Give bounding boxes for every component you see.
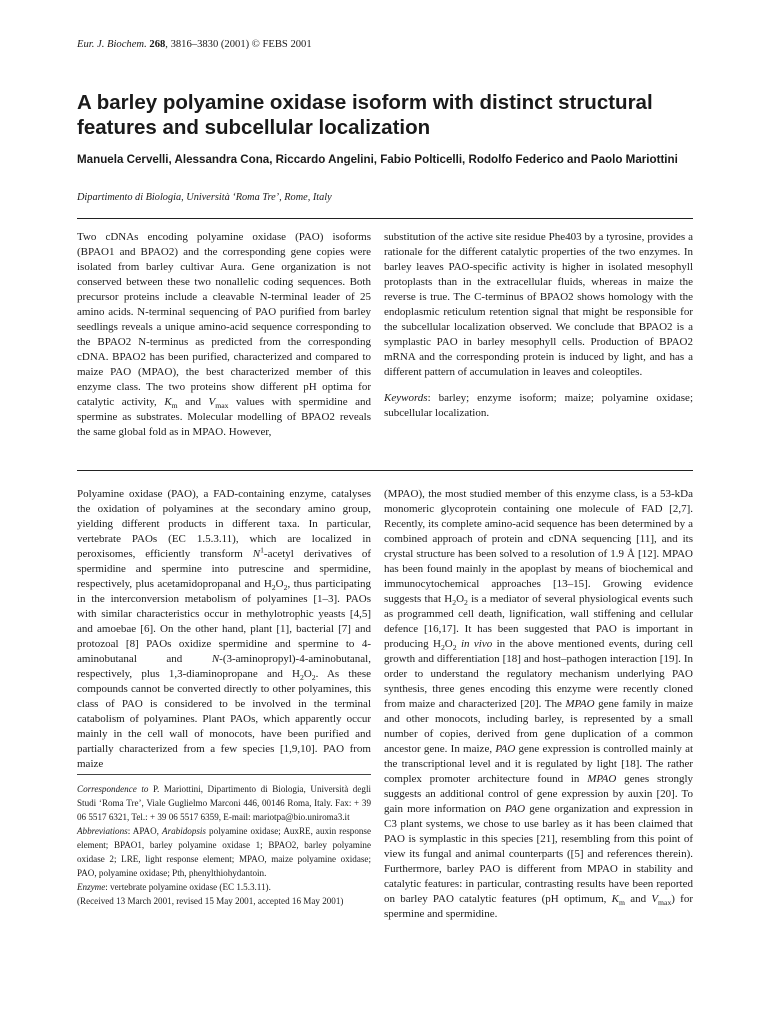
keywords [384, 391, 693, 421]
correspondence-note: Correspondence to P. Mariottini, Dipartimento di Biologia, Università degli Studi ‘Roma Tre’, Viale Guglielmo Marconi 446, 00146 Roma, Italy. Fax: + 39 06 5517 6321, Tel.: + 39 06 5517 6359, E-mail: mariotpa@bio.uniroma3.it [77, 784, 371, 822]
abstract-left-column [77, 230, 371, 440]
intro-paragraph-right: (MPAO), the most studied member of this enzyme class, is a 53-kDa monomeric glycoprotein containing one molecule of FAD [2,7]. Recently, its complete amino-acid sequence has been determined by a combined approach of protein and cDNA sequencing [11], and its crystal structure has been solved to a resolution of 1.9 Å [12]. MPAO has been found mainly in the apoplast by means of biochemical and immunocytochemical approaches [13–15]. Growing evidence suggests that $H_2O_2$ is a mediator of several physiological events such as programmed cell death, lignification, wall stiffening and cellular defence [16,17]. It has been suggested that PAO is important in producing $H_2O_2$ in vivo in the above mentioned events, during cell growth and differentiation [18] and host–pathogen interaction [19]. In order to understand the regulatory mechanism underlying PAO synthesis, three genes encoding this enzyme were recently cloned from maize and characterized [20]. The MPAO gene family in maize and other monocots, including barley, is represented by a small number of copies, derived from gene duplication of a common ancestor gene. In maize, PAO gene expression is controlled mainly at the transcriptional level and it is regulated by light [18]. The rather complex promoter architecture found in MPAO genes strongly suggests an additional control of gene expression by auxin [20]. To gain more information on PAO gene organization and expression in C3 plant systems, we chose to use barley as it has been claimed that PAO is symplastic in this species [21], resembling from this point of view its fungal and animal counterparts ([5] and references therein). Furthermore, barley PAO is different from MPAO in stability and catalytic features: in particular, contrasting results have been reported on barley PAO catalytic features (pH optimum, $K_m$ and $V_{max}$) for spermine and spermidine. [384, 488, 694, 920]
abstract-bottom-rule [77, 470, 693, 471]
body-right-column [384, 487, 693, 922]
journal-header [77, 38, 312, 52]
abstract-top-rule [77, 218, 693, 219]
footnotes [77, 782, 371, 908]
intro-paragraph-left: Polyamine oxidase (PAO), a FAD-containing enzyme, catalyses the oxidation of polyamines at the secondary amino group, yielding different products in different taxa. In particular, vertebrate PAOs (EC 1.5.3.11), which are localized in peroxisomes, efficiently transform $N^1$-acetyl derivatives of spermidine and spermine into putrescine and spermidine, respectively, plus acetamidopropanal and $H_2O_2$, thus participating in the interconversion metabolism of polyamines [1–3]. PAOs with similar characteristics occur in methylotrophic yeasts [4,5] and amoebae [6]. On the other hand, plant [1], bacterial [7] and protozoal [8] PAOs oxidize spermidine and spermine to 4-aminobutanal and N-(3-aminopropyl)-4-aminobutanal, respectively, plus 1,3-diaminopropane and $H_2O_2$. As these compounds cannot be converted directly to other polyamines, this class of PAO is considered to be involved in the terminal catabolism of polyamines. Plant PAOs, which apparently occur mainly in the cell wall of monocots, have been purified and partially characterized from a few species [1,9,10]. PAO from maize [77, 488, 371, 770]
author-list: Manuela Cervelli, Alessandra Cona, Riccardo Angelini, Fabio Polticelli, Rodolfo Federico and Paolo Mariottini [77, 153, 678, 166]
body-left-column [77, 487, 371, 772]
keywords-list: : barley; enzyme isoform; maize; polyamine oxidase; subcellular localization. [384, 392, 693, 419]
abstract-text-left: Two cDNAs encoding polyamine oxidase (PAO) isoforms (BPAO1 and BPAO2) and the corresponding gene copies were isolated from barley cultivar Aura. Gene organization is not conserved between these two nonallelic coding sequences. Both precursor proteins include a cleavable N-terminal leader of 25 amino acids. N-terminal sequencing of PAO purified from barley seedlings reveals a unique amino-acid sequence corresponding to the BPAO2 N-terminus as predicted from the corresponding cDNA. BPAO2 has been purified, characterized and compared to maize PAO (MPAO), the best characterized member of this enzyme class. The two proteins show different pH optima for catalytic activity, $K_m$ and $V_{max}$ values with spermidine and spermine as substrates. Molecular modelling of BPAO2 reveals the same global fold as in MPAO. However, [77, 231, 371, 438]
abstract-text-right: substitution of the active site residue Phe403 by a tyrosine, provides a rationale for the different catalytic properties of the two enzymes. In barley leaves PAO-specific activity is higher in isolated mesophyll protoplasts than in the extracellular fluids, whereas in maize the reverse is true. The C-terminus of BPAO2 shows homology with the endoplasmic reticulum retention signal that might be responsible for the subcellular localization observed. We conclude that BPAO2 is a symplastic PAO in barley mesophyll cells. Production of BPAO2 mRNA and the corresponding protein is induced by light, and has a different pattern of accumulation in leaves and coleoptiles. [384, 231, 693, 378]
article-title: A barley polyamine oxidase isoform with distinct structural features and subcellular localization [77, 91, 653, 139]
volume-number: 268 [149, 39, 166, 50]
abstract-right-column [384, 230, 693, 421]
abbreviations-note: Abbreviations: APAO, Arabidopsis polyamine oxidase; AuxRE, auxin response element; BPAO1, barley polyamine oxidase 1; BPAO2, barley polyamine oxidase 2; LRE, light response element; MPAO, maize polyamine oxidase; PAO, polyamine oxidase; Pth, phenylthiohydantoin. [77, 826, 371, 878]
received-dates: (Received 13 March 2001, revised 15 May 2001, accepted 16 May 2001) [77, 896, 344, 906]
keywords-label: Keywords [384, 392, 428, 404]
pages-year: , 3816–3830 (2001) © FEBS 2001 [165, 39, 312, 50]
affiliation: Dipartimento di Biologia, Università ‘Roma Tre’, Rome, Italy [77, 192, 332, 203]
journal-name: Eur. J. Biochem. [77, 39, 147, 50]
footnote-rule [77, 774, 371, 775]
enzyme-note: Enzyme: vertebrate polyamine oxidase (EC 1.5.3.11). [77, 882, 271, 892]
